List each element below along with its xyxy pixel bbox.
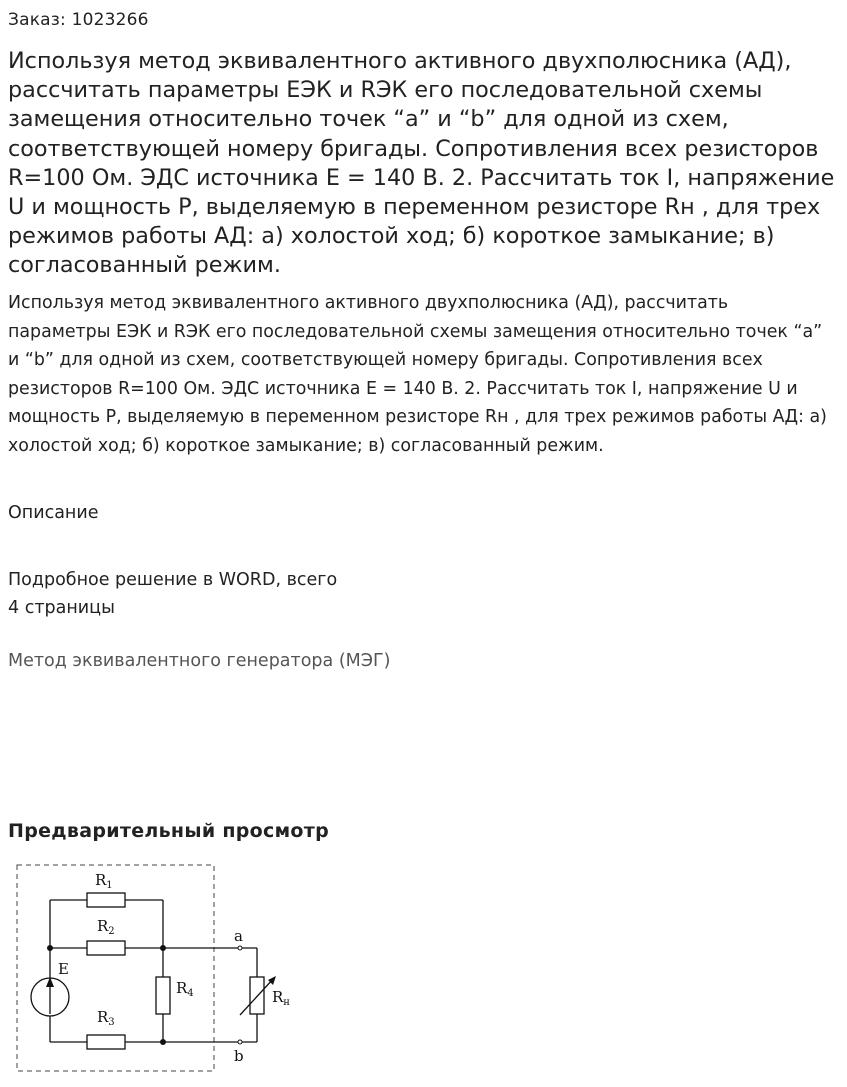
resistor-r2 bbox=[87, 941, 125, 955]
label-r3: R3 bbox=[97, 1008, 115, 1028]
description-heading: Описание bbox=[8, 503, 99, 523]
method-category-link[interactable]: Метод эквивалентного генератора (МЭГ) bbox=[8, 651, 391, 671]
label-node-b: b bbox=[234, 1047, 244, 1065]
resistor-r4 bbox=[156, 977, 170, 1014]
label-r2: R2 bbox=[97, 917, 115, 937]
resistor-r3 bbox=[87, 1035, 125, 1049]
description-text: Используя метод эквивалентного активного двухполюсника (АД), рассчитать параметры ЕЭК и RЭК его последовательной схемы замещения относительно точек “a” и “b” для одной из схем, соответствующей номеру бригады. Сопротивления всех резисторов R=100 Ом. ЭДС источника Е = 140 В. 2. Рассчитать ток I, напряжение U и мощность Р, выделяемую в переменном резисторе Rн , для трех режимов работы АД: а) холостой ход; б) короткое замыкание; в) согласованный режим. bbox=[8, 293, 827, 456]
page-title: Используя метод эквивалентного активного двухполюсника (АД), рассчитать параметры ЕЭК и RЭК его последовательной схемы замещения относительно точек “a” и “b” для одной из схем, соответствующей номеру бригады. Сопротивления всех резисторов R=100 Ом. ЭДС источника Е = 140 В. 2. Рассчитать ток I, напряжение U и мощность Р, выделяемую в переменном резисторе Rн , для трех режимов работы АД: а) холостой ход; б) короткое замыкание; в) согласованный режим. bbox=[8, 48, 835, 279]
circuit-preview-image bbox=[0, 855, 320, 1083]
label-rn: Rн bbox=[272, 988, 290, 1008]
solution-line-2: 4 страницы bbox=[8, 598, 115, 618]
label-r1: R1 bbox=[95, 871, 113, 891]
preview-heading: Предварительный просмотр bbox=[8, 820, 329, 842]
solution-line-1: Подробное решение в WORD, всего bbox=[8, 570, 338, 590]
label-source-e: E bbox=[58, 960, 69, 978]
resistor-r1 bbox=[87, 893, 125, 907]
circuit-diagram bbox=[0, 855, 320, 1083]
label-r4: R4 bbox=[176, 979, 194, 999]
resistor-rn bbox=[250, 977, 264, 1014]
label-node-a: a bbox=[234, 927, 243, 945]
order-number: Заказ: 1023266 bbox=[8, 10, 149, 30]
solution-info bbox=[8, 566, 337, 622]
